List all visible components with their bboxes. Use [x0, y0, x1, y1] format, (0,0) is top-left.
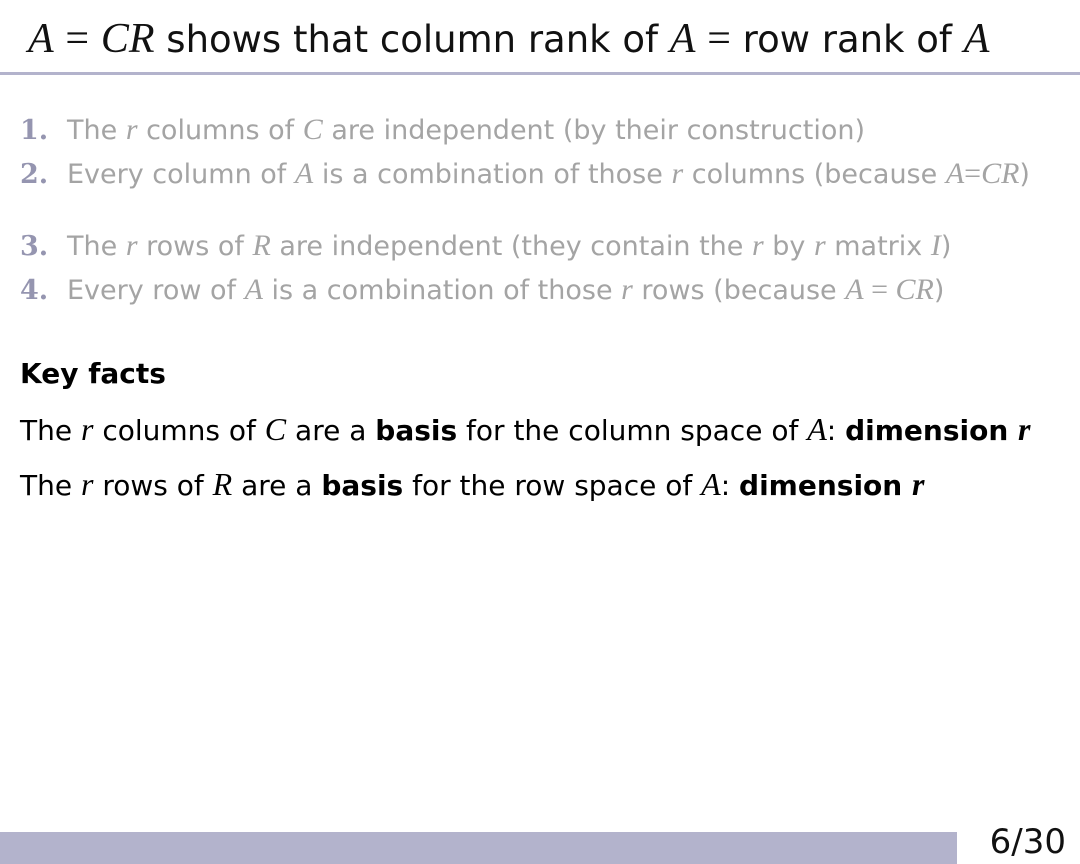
item-text: columns (because	[683, 159, 946, 190]
item-math: r	[621, 273, 633, 306]
item-text: Every row of	[67, 275, 245, 306]
fact-bold: basis	[321, 469, 404, 502]
fact-text: The	[20, 469, 81, 502]
item-text: The	[67, 115, 126, 146]
fact-text: are a	[286, 414, 376, 447]
item-math: A	[294, 157, 314, 190]
list-item	[20, 224, 951, 268]
item-math: CR	[895, 273, 934, 306]
fact-math: r	[80, 466, 94, 502]
item-number: 1.	[20, 115, 49, 146]
fact-text: :	[720, 469, 740, 502]
list-item	[20, 152, 1030, 196]
title-equals: =	[65, 16, 90, 62]
title-text-1: shows that column rank of	[154, 18, 670, 61]
item-text: are independent (they contain the	[270, 231, 752, 262]
item-math: r	[751, 229, 764, 262]
item-math: r	[813, 229, 826, 262]
item-math: A	[945, 157, 965, 190]
item-group-rows	[20, 224, 951, 312]
item-math: C	[302, 113, 323, 146]
item-text: are independent (by their construction)	[322, 115, 866, 146]
fact-text: The	[20, 414, 81, 447]
key-fact-rows	[20, 462, 924, 508]
fact-math: A	[807, 411, 827, 447]
item-number: 2.	[20, 159, 49, 190]
item-text: )	[1019, 159, 1030, 190]
item-math: A	[244, 273, 263, 306]
item-math: CR	[981, 157, 1020, 190]
item-math: r	[671, 157, 684, 190]
list-item	[20, 108, 1030, 152]
item-group-columns	[20, 108, 1030, 196]
fact-bold: dimension	[739, 469, 912, 502]
fact-bold: basis	[375, 414, 458, 447]
title-math-a3: A	[963, 16, 990, 62]
item-text: )	[933, 275, 945, 306]
key-fact-columns	[20, 407, 1030, 453]
item-math: I	[930, 229, 941, 262]
item-text: columns of	[137, 115, 303, 146]
key-facts-heading: Key facts	[20, 357, 166, 390]
item-text: matrix	[825, 231, 931, 262]
item-text: by	[763, 231, 814, 262]
item-number: 3.	[20, 231, 49, 262]
item-text: The	[67, 231, 126, 262]
title-math-cr: CR	[100, 16, 155, 62]
list-item	[20, 268, 951, 312]
title-text-2: row rank of	[730, 18, 964, 61]
fact-bold: dimension	[845, 414, 1019, 447]
item-math: =	[964, 157, 982, 190]
fact-text: rows of	[93, 469, 213, 502]
fact-math: A	[701, 466, 721, 502]
fact-math: R	[212, 466, 233, 502]
title-math-a: A	[28, 16, 54, 62]
footer-bar	[0, 832, 957, 864]
fact-text: are a	[232, 469, 322, 502]
fact-text: columns of	[93, 414, 265, 447]
title-equals-2: =	[707, 16, 731, 62]
item-text: )	[940, 231, 952, 262]
page-number: 6/30	[989, 822, 1066, 862]
item-text: is a combination of those	[262, 275, 622, 306]
slide-title	[28, 14, 989, 65]
item-text: is a combination of those	[313, 159, 672, 190]
item-number: 4.	[20, 275, 49, 306]
fact-math: r	[1018, 411, 1031, 447]
fact-text: :	[826, 414, 846, 447]
item-math: R	[252, 229, 271, 262]
title-math-a2: A	[669, 16, 696, 62]
item-math: =	[863, 273, 896, 306]
item-math: A	[845, 273, 864, 306]
fact-math: r	[911, 466, 925, 502]
item-text: Every column of	[67, 159, 295, 190]
title-divider	[0, 72, 1080, 75]
item-math: r	[125, 113, 138, 146]
fact-math: r	[80, 411, 94, 447]
fact-text: for the column space of	[457, 414, 808, 447]
fact-text: for the row space of	[403, 469, 702, 502]
fact-math: C	[264, 411, 287, 447]
item-math: r	[125, 229, 138, 262]
item-text: rows of	[137, 231, 253, 262]
item-text: rows (because	[632, 275, 846, 306]
